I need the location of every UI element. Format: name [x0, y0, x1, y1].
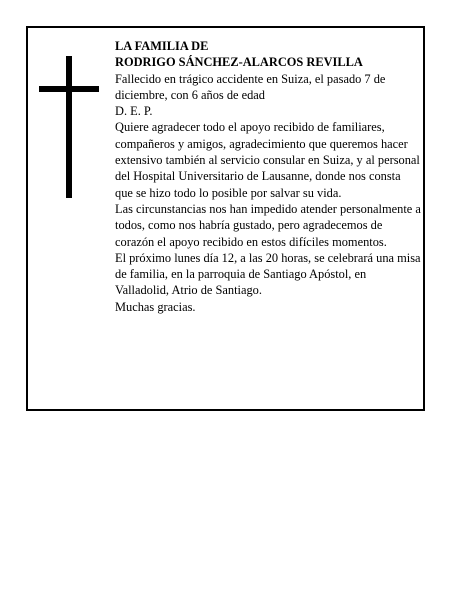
cross-horizontal-bar: [39, 86, 99, 92]
heading-deceased-name: RODRIGO SÁNCHEZ-ALARCOS REVILLA: [115, 55, 363, 70]
thanks-paragraph: Quiere agradecer todo el apoyo recibido de familiares, compañeros y amigos, agradecimiento que queremos hacer extensivo también al servicio consular en Suiza, y al personal del Hospital Universitario de Lausanne, donde nos consta que se hizo todo lo posible por salvar su vida.: [115, 120, 420, 200]
closing-text: Muchas gracias.: [115, 299, 196, 314]
cross-icon: [39, 56, 99, 198]
mass-paragraph: El próximo lunes día 12, a las 20 horas, se celebrará una misa de familia, en la parroquia de Santiago Apóstol, en Valladolid, Atrio de Santiago.: [115, 250, 421, 298]
circumstances-paragraph: Las circunstancias nos han impedido atender personalmente a todos, como nos habría gustado, pero agradecemos de corazón el apoyo recibido en estos difíciles momentos.: [115, 201, 421, 249]
notice-text: [115, 38, 421, 315]
obituary-notice: [26, 26, 425, 411]
death-info: Fallecido en trágico accidente en Suiza, el pasado 7 de diciembre, con 6 años de edad: [115, 71, 386, 102]
rip-text: D. E. P.: [115, 104, 153, 119]
heading-family: LA FAMILIA DE: [115, 39, 209, 53]
cross-vertical-bar: [66, 56, 72, 198]
